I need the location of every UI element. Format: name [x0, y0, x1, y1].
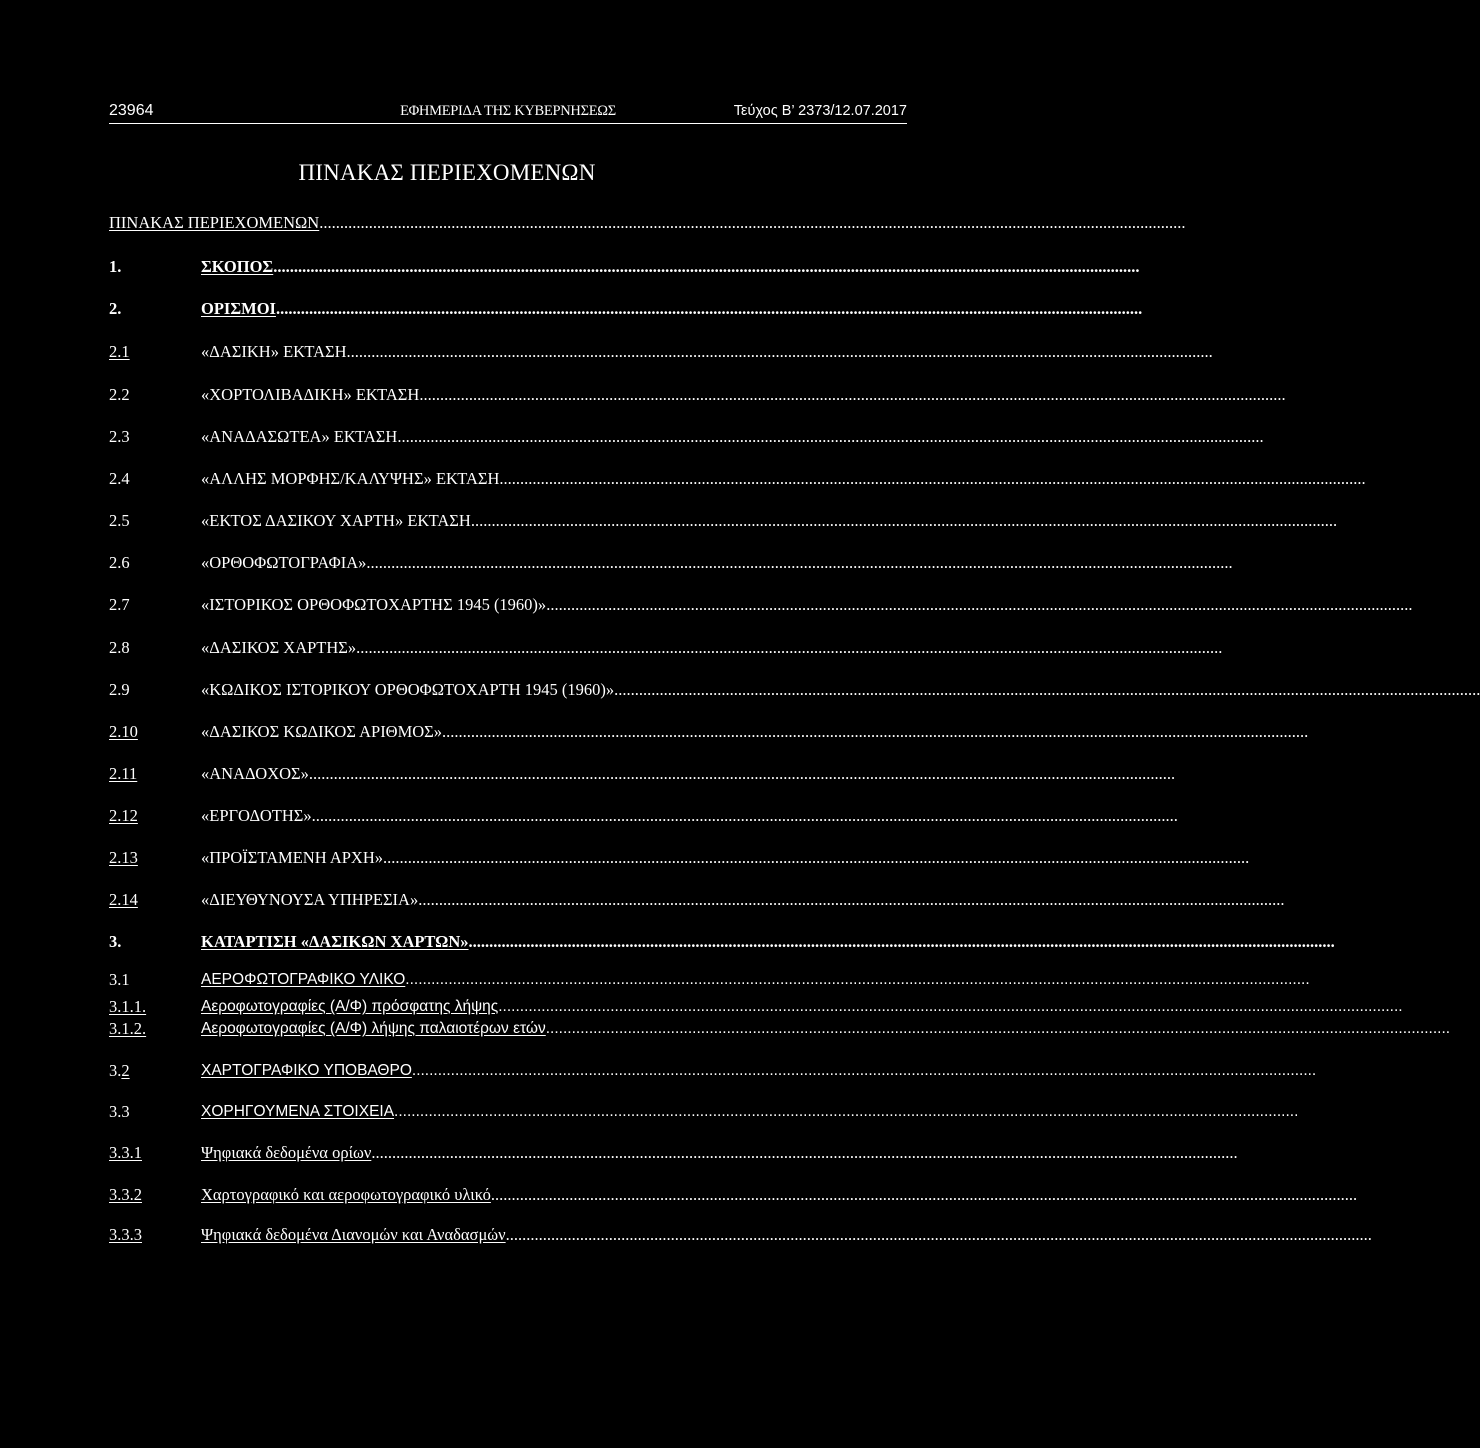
toc-entry	[201, 468, 1366, 490]
toc-entry	[201, 298, 1143, 320]
toc-entry-title[interactable]: Ψηφιακά δεδομένα Διανομών και Αναδασμών	[201, 1225, 506, 1244]
toc-leader: ..................................................................................................................................................................................................................	[505, 1225, 1372, 1244]
toc-row[interactable]	[109, 1142, 1238, 1164]
toc-entry	[201, 1142, 1238, 1164]
toc-entry-title[interactable]: ΑΕΡΟΦΩΤΟΓΡΑΦΙΚΟ ΥΛΙΚΟ	[201, 971, 406, 988]
toc-number: 2.4	[109, 469, 130, 488]
toc-row[interactable]	[109, 1101, 1299, 1123]
toc-entry-title[interactable]: Αεροφωτογραφίες (Α/Φ) πρόσφατης λήψης	[201, 998, 499, 1015]
toc-row[interactable]	[109, 552, 1233, 574]
toc-number: 2.3	[109, 427, 130, 446]
toc-entry-title[interactable]: «ΕΚΤΟΣ ΔΑΣΙΚΟΥ ΧΑΡΤΗ» ΕΚΤΑΣΗ	[201, 511, 471, 530]
toc-number: 3.3	[109, 1102, 130, 1121]
toc-entry	[201, 996, 1403, 1018]
toc-number: 2.8	[109, 638, 130, 657]
toc-row[interactable]	[109, 594, 1413, 616]
toc-leader: ..................................................................................................................................................................................................................	[356, 638, 1223, 657]
toc-row[interactable]	[109, 637, 1223, 659]
document-title: ΠΙΝΑΚΑΣ ΠΕΡΙΕΧΟΜΕΝΩΝ	[298, 160, 596, 185]
toc-leader: ..................................................................................................................................................................................................................	[545, 1020, 1451, 1037]
toc-entry-title[interactable]: Χαρτογραφικό και αεροφωτογραφικό υλικό	[201, 1185, 491, 1204]
toc-number: 2.12	[109, 806, 138, 825]
toc-row[interactable]	[109, 384, 1286, 406]
toc-row[interactable]	[109, 969, 1310, 991]
toc-entry-title[interactable]: «ΑΛΛΗΣ ΜΟΡΦΗΣ/ΚΑΛΥΨΗΣ» ΕΚΤΑΣΗ	[201, 469, 500, 488]
toc-entry	[201, 1101, 1299, 1123]
toc-entry-title[interactable]: Αεροφωτογραφίες (Α/Φ) λήψης παλαιοτέρων ετών	[201, 1020, 546, 1037]
toc-entry-title[interactable]: ΧΑΡΤΟΓΡΑΦΙΚΟ ΥΠΟΒΑΘΡΟ	[201, 1062, 412, 1079]
toc-leader: ..................................................................................................................................................................................................................	[546, 595, 1413, 614]
page-number: 23964	[109, 102, 154, 119]
toc-entry	[201, 763, 1176, 785]
toc-row[interactable]	[109, 1060, 1317, 1082]
toc-row[interactable]	[109, 510, 1338, 532]
toc-row[interactable]	[109, 889, 1285, 911]
toc-entry-title[interactable]: «ΔΑΣΙΚΟΣ ΧΑΡΤΗΣ»	[201, 638, 357, 657]
toc-number: 1.	[109, 257, 122, 276]
toc-leader: ..................................................................................................................................................................................................................	[498, 998, 1403, 1015]
toc-row[interactable]	[109, 931, 1335, 953]
toc-entry	[201, 1018, 1451, 1040]
toc-leader: ..................................................................................................................................................................................................................	[383, 848, 1250, 867]
toc-number: 2.10	[109, 722, 138, 741]
toc-leader: ..................................................................................................................................................................................................................	[470, 511, 1338, 530]
toc-leader: ..................................................................................................................................................................................................................	[311, 806, 1178, 825]
toc-number: 3.	[109, 932, 122, 951]
toc-entry-title[interactable]: «ΙΣΤΟΡΙΚΟΣ ΟΡΘΟΦΩΤΟΧΑΡΤΗΣ 1945 (1960)»	[201, 595, 547, 614]
toc-leader: ..................................................................................................................................................................................................................	[405, 971, 1310, 988]
toc-leader: ..................................................................................................................................................................................................................	[371, 1143, 1238, 1162]
toc-entry	[201, 969, 1310, 991]
toc-number: 3.1.1.	[109, 997, 147, 1016]
toc-row[interactable]	[109, 847, 1250, 869]
toc-number: 2.11	[109, 764, 138, 783]
toc-row[interactable]	[109, 212, 1186, 234]
toc-entry-title[interactable]: ΣΚΟΠΟΣ	[201, 257, 274, 276]
toc-entry	[201, 847, 1250, 869]
toc-leader: ..................................................................................................................................................................................................................	[366, 553, 1233, 572]
toc-entry	[201, 931, 1335, 953]
toc-number: 2.6	[109, 553, 130, 572]
toc-row[interactable]	[109, 1184, 1358, 1206]
toc-leader: ..................................................................................................................................................................................................................	[499, 469, 1366, 488]
toc-entry	[201, 637, 1223, 659]
toc-leader: ..................................................................................................................................................................................................................	[319, 213, 1186, 232]
toc-leader: ..................................................................................................................................................................................................................	[273, 257, 1140, 276]
toc-row[interactable]	[109, 996, 1403, 1018]
toc-entry-title[interactable]: ΠΙΝΑΚΑΣ ΠΕΡΙΕΧΟΜΕΝΩΝ	[109, 213, 320, 232]
toc-row[interactable]	[109, 298, 1143, 320]
toc-entry	[201, 384, 1286, 406]
toc-row[interactable]	[109, 341, 1213, 363]
toc-entry-title[interactable]: «ΠΡΟΪΣΤΑΜΕΝΗ ΑΡΧΗ»	[201, 848, 383, 867]
journal-title: ΕΦΗΜΕΡΙΔΑ ΤΗΣ ΚΥΒΕΡΝΗΣΕΩΣ	[400, 103, 616, 119]
toc-number: 3.3.2	[109, 1185, 142, 1204]
toc-entry	[201, 805, 1178, 827]
toc-entry	[201, 679, 1480, 701]
toc-number: 2.13	[109, 848, 138, 867]
toc-number: 2.9	[109, 680, 130, 699]
toc-number: 2.5	[109, 511, 130, 530]
toc-leader: ..................................................................................................................................................................................................................	[411, 1062, 1317, 1079]
toc-entry-title[interactable]: «ΟΡΘΟΦΩΤΟΓΡΑΦΙΑ»	[201, 553, 367, 572]
toc-row[interactable]	[109, 256, 1140, 278]
toc-number: 3.3.3	[109, 1225, 142, 1244]
toc-row[interactable]	[109, 721, 1309, 743]
toc-entry	[201, 1184, 1358, 1206]
toc-leader: ..................................................................................................................................................................................................................	[308, 764, 1176, 783]
toc-row[interactable]	[109, 805, 1178, 827]
toc-leader: ..................................................................................................................................................................................................................	[418, 890, 1285, 909]
toc-entry	[201, 426, 1264, 448]
toc-entry	[201, 889, 1285, 911]
toc-leader: ..................................................................................................................................................................................................................	[394, 1103, 1299, 1120]
toc-leader: ..................................................................................................................................................................................................................	[490, 1185, 1358, 1204]
toc-entry	[201, 341, 1213, 363]
toc-leader: ..................................................................................................................................................................................................................	[614, 680, 1480, 699]
toc-row[interactable]	[109, 1224, 1372, 1246]
toc-entry-title[interactable]: «ΔΑΣΙΚΗ» ΕΚΤΑΣΗ	[201, 342, 347, 361]
toc-leader: ..................................................................................................................................................................................................................	[468, 932, 1335, 951]
toc-entry	[201, 552, 1233, 574]
toc-entry-title[interactable]: Ψηφιακά δεδομένα ορίων	[201, 1143, 372, 1162]
toc-row[interactable]	[109, 679, 1480, 701]
toc-number: 2.1	[109, 342, 130, 361]
toc-leader: ..................................................................................................................................................................................................................	[442, 722, 1309, 741]
toc-entry-title[interactable]: «ΑΝΑΔΑΣΩΤΕΑ» ΕΚΤΑΣΗ	[201, 427, 398, 446]
toc-row[interactable]	[109, 763, 1176, 785]
toc-number: 3.1.2.	[109, 1019, 147, 1038]
toc-entry-title[interactable]: «ΚΩΔΙΚΟΣ ΙΣΤΟΡΙΚΟΥ ΟΡΘΟΦΩΤΟΧΑΡΤΗ 1945 (1960)»	[201, 680, 615, 699]
toc-entry-title[interactable]: ΟΡΙΣΜΟΙ	[201, 299, 276, 318]
toc-number: 2.2	[109, 385, 130, 404]
toc-leader: ..................................................................................................................................................................................................................	[346, 342, 1213, 361]
toc-row[interactable]	[109, 468, 1366, 490]
toc-entry-title[interactable]: ΚΑΤΑΡΤΙΣΗ «ΔΑΣΙΚΩΝ ΧΑΡΤΩΝ»	[201, 932, 469, 951]
toc-number: 3.2	[109, 1061, 130, 1080]
toc-number: 3.3.1	[109, 1143, 142, 1162]
toc-entry	[201, 721, 1309, 743]
toc-entry-title[interactable]: «ΕΡΓΟΔΟΤΗΣ»	[201, 806, 312, 825]
toc-number: 3.1	[109, 970, 130, 989]
toc-entry	[201, 594, 1413, 616]
toc-leader: ..................................................................................................................................................................................................................	[397, 427, 1264, 446]
toc-entry-title[interactable]: «ΑΝΑΔΟΧΟΣ»	[201, 764, 309, 783]
toc-leader: ..................................................................................................................................................................................................................	[419, 385, 1286, 404]
toc-number: 2.14	[109, 890, 138, 909]
toc-leader: ..................................................................................................................................................................................................................	[275, 299, 1143, 318]
toc-entry	[201, 256, 1140, 278]
toc-entry	[201, 1060, 1317, 1082]
toc-row[interactable]	[109, 426, 1264, 448]
toc-entry-title[interactable]: ΧΟΡΗΓΟΥΜΕΝΑ ΣΤΟΙΧΕΙΑ	[201, 1103, 395, 1120]
toc-entry-title[interactable]: «ΔΑΣΙΚΟΣ ΚΩΔΙΚΟΣ ΑΡΙΘΜΟΣ»	[201, 722, 443, 741]
toc-entry-title[interactable]: «ΧΟΡΤΟΛΙΒΑΔΙΚΗ» ΕΚΤΑΣΗ	[201, 385, 420, 404]
toc-entry	[201, 1224, 1372, 1246]
toc-entry	[201, 510, 1338, 532]
toc-number: 2.	[109, 299, 122, 318]
toc-entry-title[interactable]: «ΔΙΕΥΘΥΝΟΥΣΑ ΥΠΗΡΕΣΙΑ»	[201, 890, 419, 909]
toc-entry	[109, 212, 1186, 234]
issue-info: Τεύχος Β’ 2373/12.07.2017	[733, 103, 907, 119]
toc-number: 2.7	[109, 595, 130, 614]
toc-row[interactable]	[109, 1018, 1451, 1040]
